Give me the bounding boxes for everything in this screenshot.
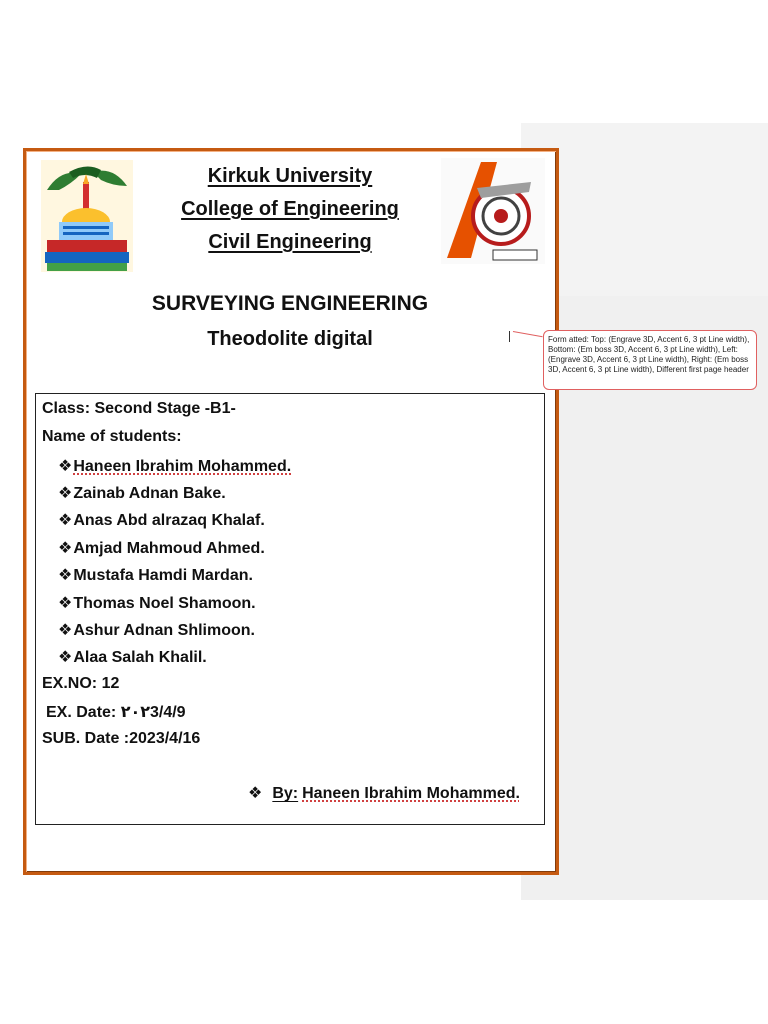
student-name: Alaa Salah Khalil. bbox=[73, 649, 207, 666]
student-name: Haneen Ibrahim Mohammed. bbox=[73, 458, 292, 475]
text-cursor bbox=[509, 331, 510, 342]
department-name: Civil Engineering bbox=[208, 231, 372, 253]
by-label: By: bbox=[272, 785, 299, 802]
student-list-item bbox=[58, 593, 256, 613]
student-list-item bbox=[58, 538, 265, 558]
student-list-item bbox=[58, 510, 265, 530]
student-list-item bbox=[58, 647, 207, 667]
student-name: Thomas Noel Shamoon. bbox=[73, 595, 256, 612]
experiment-number: EX.NO: 12 bbox=[42, 675, 120, 692]
student-name: Anas Abd alrazaq Khalaf. bbox=[73, 512, 265, 529]
student-list-item bbox=[58, 565, 253, 585]
college-name: College of Engineering bbox=[181, 198, 399, 220]
kirkuk-university-logo bbox=[41, 160, 133, 272]
student-list-item bbox=[58, 483, 226, 503]
bullet-icon: ❖ bbox=[248, 785, 263, 802]
author-line bbox=[248, 783, 520, 803]
bullet-icon: ❖ bbox=[58, 567, 73, 584]
class-line: Class: Second Stage -B1- bbox=[42, 400, 236, 417]
college-of-engineering-logo bbox=[441, 158, 545, 264]
student-name: Mustafa Hamdi Mardan. bbox=[73, 567, 253, 584]
bullet-icon: ❖ bbox=[58, 649, 73, 666]
experiment-date: EX. Date: ٢٠٢3/4/9 bbox=[46, 704, 186, 721]
experiment-title: Theodolite digital bbox=[207, 328, 373, 350]
bullet-icon: ❖ bbox=[58, 595, 73, 612]
university-name: Kirkuk University bbox=[207, 165, 373, 187]
bullet-icon: ❖ bbox=[58, 622, 73, 639]
submission-date: SUB. Date :2023/4/16 bbox=[42, 730, 201, 747]
bullet-icon: ❖ bbox=[58, 540, 73, 557]
student-name: Zainab Adnan Bake. bbox=[73, 485, 226, 502]
student-list-item bbox=[58, 456, 291, 476]
student-list-item bbox=[58, 620, 255, 640]
document-header bbox=[150, 160, 430, 259]
subject-title: SURVEYING ENGINEERING bbox=[151, 292, 429, 315]
students-label: Name of students: bbox=[42, 428, 182, 445]
student-name: Amjad Mahmoud Ahmed. bbox=[73, 540, 265, 557]
student-name: Ashur Adnan Shlimoon. bbox=[73, 622, 255, 639]
bullet-icon: ❖ bbox=[58, 512, 73, 529]
author-name: Haneen Ibrahim Mohammed. bbox=[302, 785, 520, 802]
formatting-comment-balloon[interactable]: Form atted: Top: (Engrave 3D, Accent 6, 3 pt Line width), Bottom: (Em boss 3D, Accent 6, 3 pt Line width), Left: (Engrave 3D, Accent 6, 3 pt Line width), Right: (Em boss 3D, Accent 6, 3 pt Line width), Different first page header bbox=[543, 330, 757, 390]
bullet-icon: ❖ bbox=[58, 485, 73, 502]
bullet-icon: ❖ bbox=[58, 458, 73, 475]
